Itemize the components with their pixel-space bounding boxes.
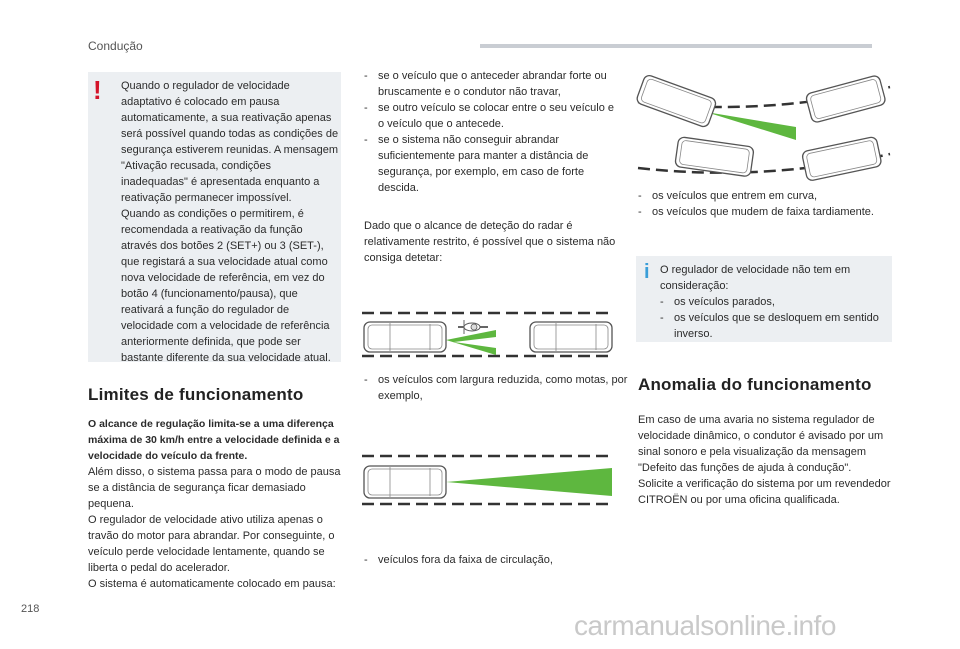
list-item: - se outro veículo se colocar entre o seu veículo e o veículo que o antecede. <box>364 102 615 130</box>
limits-bold-intro: O alcance de regulação limita-se a uma diferença máxima de 30 km/h entre a velocidade definida e a velocidade do veículo da frente. <box>88 418 340 462</box>
watermark: carmanualsonline.info <box>574 610 836 641</box>
curve-list <box>638 188 890 220</box>
anomaly-paragraph: Solicite a verificação do sistema por um revendedor CITROËN ou por uma oficina qualificada. <box>638 478 891 506</box>
outside-lane-illustration <box>360 446 616 508</box>
car-icon <box>530 322 612 352</box>
car-icon <box>801 136 882 181</box>
pause-list <box>364 68 616 196</box>
header-bar <box>480 44 872 48</box>
info-intro: O regulador de velocidade não tem em consideração: <box>660 264 851 292</box>
info-icon: i <box>644 261 650 283</box>
limits-paragraph: O regulador de velocidade ativo utiliza apenas o travão do motor para abrandar. Por conseguinte, o veículo perde velocidade lentamente, quando se liberta o pedal do acelerador. <box>88 514 335 574</box>
anomaly-paragraph: Em caso de uma avaria no sistema regulador de velocidade dinâmico, o condutor é avisado por um sinal sonoro e pela visualização da mensagem "Defeito das funções de ajuda à condução". <box>638 414 884 474</box>
narrow-vehicles-item: - os veículos com largura reduzida, como motas, por exemplo, <box>364 374 628 402</box>
anomaly-heading: Anomalia do funcionamento <box>638 375 872 394</box>
car-icon <box>364 322 446 352</box>
list-item: - os veículos que entrem em curva, <box>638 190 818 202</box>
list-item: - os veículos que mudem de faixa tardiamente. <box>638 206 874 218</box>
section-name: Condução <box>88 39 143 53</box>
radar-intro: Dado que o alcance de deteção do radar é relativamente restrito, é possível que o sistema não consiga detetar: <box>364 220 616 264</box>
car-icon <box>805 75 886 124</box>
warning-paragraph: Quando as condições o permitirem, é recomendada a reativação da função através dos botões 2 (SET+) ou 3 (SET-), que registará a sua velocidade atual como nova velocidade de referência, em vez do botão 4 (funcionamento/pausa), que reativará a função do regulador de velocidade com a velocidade de referência anteriormente definida, que pode ser bastante diferente da sua velocidade atual. <box>121 208 331 364</box>
list-item: - se o veículo que o anteceder abrandar forte ou bruscamente e o condutor não travar, <box>364 70 607 98</box>
info-note-text <box>660 262 886 342</box>
outside-lane-item: - veículos fora da faixa de circulação, <box>364 554 553 566</box>
motorbike-icon <box>458 320 488 334</box>
limits-text <box>88 416 344 592</box>
curve-illustration <box>636 72 892 190</box>
limits-paragraph: Além disso, o sistema passa para o modo de pausa se a distância de segurança ficar demasiado pequena. <box>88 466 341 510</box>
anomaly-text <box>638 412 892 508</box>
motorbike-illustration <box>360 300 616 362</box>
exclamation-icon: ! <box>93 75 102 105</box>
warning-note-text <box>121 78 339 366</box>
list-item: - se o sistema não conseguir abrandar suficientemente para manter a distância de segurança, por exemplo, em caso de forte descida. <box>364 134 589 194</box>
list-item: - os veículos parados, <box>660 296 775 308</box>
limits-heading: Limites de funcionamento <box>88 385 304 404</box>
car-icon <box>364 466 446 498</box>
list-item: - os veículos que se desloquem em sentido inverso. <box>660 312 879 340</box>
warning-paragraph: Quando o regulador de velocidade adaptativo é colocado em pausa automaticamente, a sua reativação apenas será possível quando todas as condições de segurança estiverem reunidas. A mensagem "Ativação recusada, condições inadequadas" é apresentada enquanto a reativação permanecer impossível. <box>121 80 339 204</box>
car-icon <box>636 74 717 128</box>
limits-paragraph: O sistema é automaticamente colocado em pausa: <box>88 578 336 590</box>
page-number: 218 <box>21 603 40 615</box>
car-icon <box>675 137 754 177</box>
